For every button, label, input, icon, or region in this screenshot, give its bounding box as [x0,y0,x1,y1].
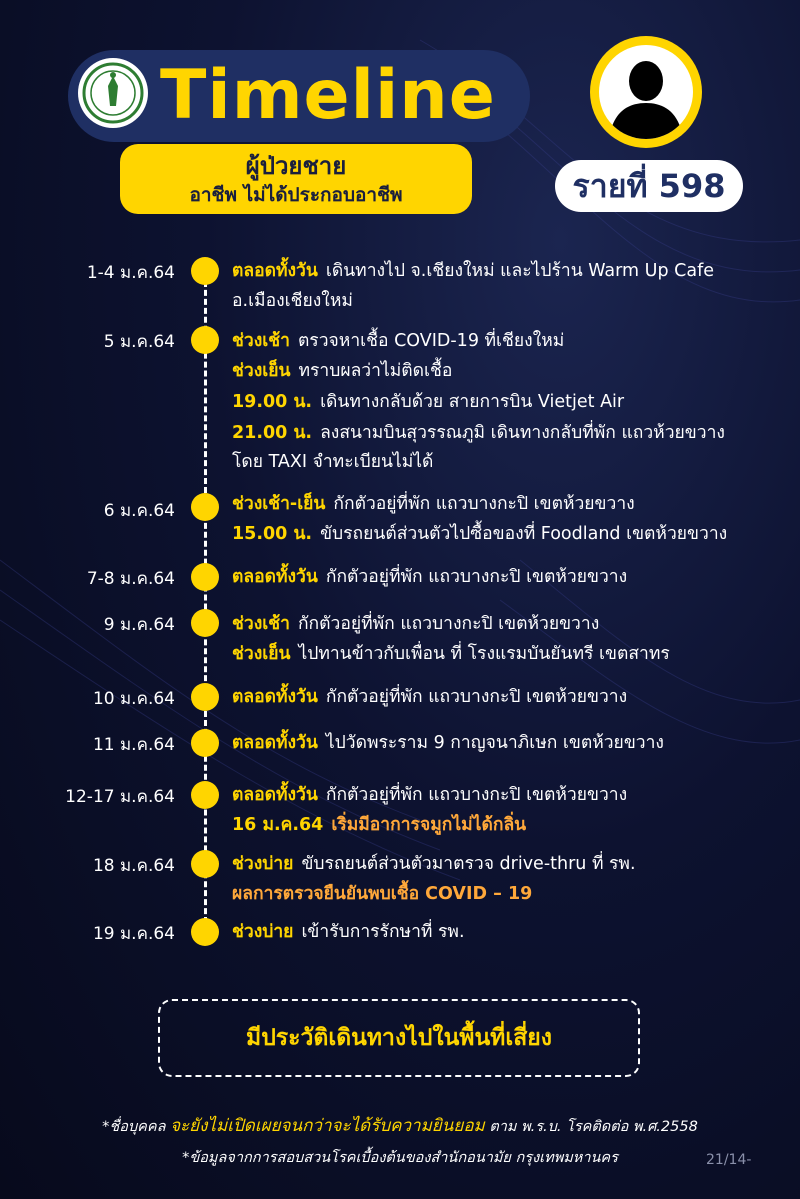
timeline-line-text: ช่วงเย็น ไปทานข้าวกับเพื่อน ที่ โรงแรมบันยันทรี เขตสาทร [232,644,670,664]
timeline-dot [191,781,219,809]
timeline-date: 5 ม.ค.64 [103,332,175,352]
timeline-line-text: ช่วงเย็น ทราบผลว่าไม่ติดเชื้อ [232,361,453,381]
timeline-line-text: ตลอดทั้งวัน เดินทางไป จ.เชียงใหม่ และไปร้าน Warm Up Cafe [232,261,715,281]
timeline-dot [191,563,219,591]
timeline-date: 18 ม.ค.64 [92,856,175,876]
timeline-line-text: ตลอดทั้งวัน ไปวัดพระราม 9 กาญจนาภิเษก เขตห้วยขวาง [232,733,664,753]
timeline-date: 9 ม.ค.64 [103,615,175,635]
timeline-line-text: 21.00 น. ลงสนามบินสุวรรณภูมิ เดินทางกลับที่พัก แถวห้วยขวาง [232,423,725,443]
timeline-line-text: 16 ม.ค.64 เริ่มมีอาการจมูกไม่ได้กลิ่น [232,815,527,835]
page-title: Timeline [160,56,496,135]
timeline-date: 1-4 ม.ค.64 [86,263,175,283]
timeline-date: 6 ม.ค.64 [103,501,175,521]
page-number: 21/14- [706,1152,752,1168]
timeline-line-text: ช่วงเช้า กักตัวอยู่ที่พัก แถวบางกะปิ เขตห้วยขวาง [232,614,600,634]
timeline-dot [191,850,219,878]
timeline-line-text: 19.00 น. เดินทางกลับด้วย สายการบิน Vietjet Air [232,392,625,412]
patient-occupation: อาชีพ ไม่ได้ประกอบอาชีพ [189,184,403,206]
timeline-line-text: โดย TAXI จำทะเบียนไม่ได้ [232,452,434,472]
avatar [590,36,702,148]
case-number-badge: รายที่ 598 [555,160,743,212]
timeline-date: 7-8 ม.ค.64 [86,569,175,589]
timeline-dot [191,493,219,521]
timeline-dot [191,729,219,757]
timeline-line-text: 15.00 น. ขับรถยนต์ส่วนตัวไปซื้อของที่ Foodland เขตห้วยขวาง [232,524,728,544]
timeline-line-text: อ.เมืองเชียงใหม่ [232,291,353,311]
timeline-date: 10 ม.ค.64 [92,689,175,709]
patient-info-badge [120,144,472,214]
footer-source-note: *ข้อมูลจากการสอบสวนโรคเบื้องต้นของสำนักอนามัย กรุงเทพมหานคร [182,1150,618,1166]
timeline-dashed-line [204,272,207,932]
timeline-date: 12-17 ม.ค.64 [65,787,175,807]
timeline-dot [191,918,219,946]
bma-seal-logo [78,58,148,128]
timeline-line-text: ตลอดทั้งวัน กักตัวอยู่ที่พัก แถวบางกะปิ เขตห้วยขวาง [232,567,628,587]
timeline-dot [191,683,219,711]
timeline-line-text: ช่วงบ่าย ขับรถยนต์ส่วนตัวมาตรวจ drive-thru ที่ รพ. [232,854,636,874]
timeline-line-text: ช่วงบ่าย เข้ารับการรักษาที่ รพ. [232,922,465,942]
timeline-dot [191,257,219,285]
patient-gender: ผู้ป่วยชาย [245,152,347,180]
person-silhouette-icon [599,45,693,139]
timeline-line-text: ผลการตรวจยืนยันพบเชื้อ COVID – 19 [232,884,533,904]
timeline-line-text: ตลอดทั้งวัน กักตัวอยู่ที่พัก แถวบางกะปิ เขตห้วยขวาง [232,785,628,805]
timeline-date: 19 ม.ค.64 [92,924,175,944]
timeline-line-text: ช่วงเช้า ตรวจหาเชื้อ COVID-19 ที่เชียงใหม่ [232,331,565,351]
timeline-dot [191,326,219,354]
timeline-line-text: ตลอดทั้งวัน กักตัวอยู่ที่พัก แถวบางกะปิ เขตห้วยขวาง [232,687,628,707]
timeline-dot [191,609,219,637]
timeline-line-text: ช่วงเช้า-เย็น กักตัวอยู่ที่พัก แถวบางกะปิ เขตห้วยขวาง [232,494,635,514]
risk-area-notice: มีประวัติเดินทางไปในพื้นที่เสี่ยง [158,999,640,1077]
footer-privacy-note: *ชื่อบุคคล จะยังไม่เปิดเผยจนกว่าจะได้รับความยินยอม ตาม พ.ร.บ. โรคติดต่อ พ.ศ.2558 [102,1116,698,1136]
seal-icon [82,62,144,124]
timeline-date: 11 ม.ค.64 [92,735,175,755]
